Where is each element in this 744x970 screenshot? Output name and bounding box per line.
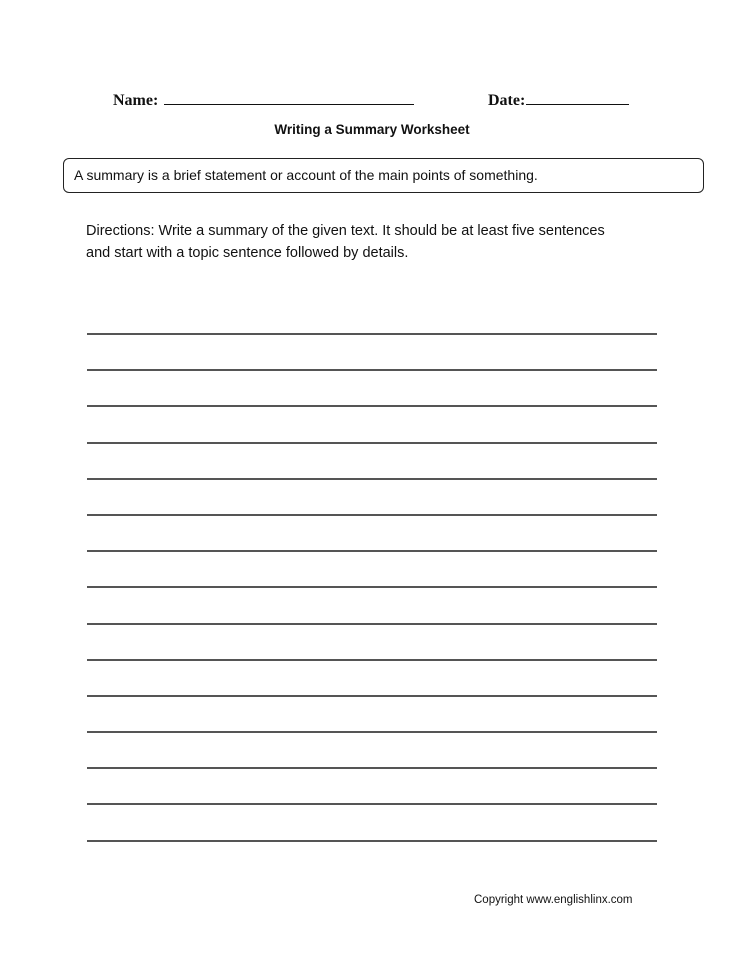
- writing-line[interactable]: [87, 623, 657, 625]
- date-label: Date:: [488, 92, 526, 109]
- writing-line[interactable]: [87, 803, 657, 805]
- writing-line[interactable]: [87, 695, 657, 697]
- name-label: Name:: [113, 92, 159, 109]
- writing-line[interactable]: [87, 731, 657, 733]
- worksheet-title: Writing a Summary Worksheet: [274, 122, 470, 137]
- writing-line[interactable]: [87, 514, 657, 516]
- writing-line[interactable]: [87, 405, 657, 407]
- definition-text: A summary is a brief statement or account of the main points of something.: [74, 167, 538, 183]
- directions-line-1: Directions: Write a summary of the given text. It should be at least five sentences: [86, 223, 605, 239]
- writing-lines: [87, 333, 657, 876]
- definition-box: [63, 158, 704, 193]
- directions: [86, 220, 666, 264]
- writing-line[interactable]: [87, 767, 657, 769]
- writing-line[interactable]: [87, 550, 657, 552]
- writing-line[interactable]: [87, 478, 657, 480]
- date-blank[interactable]: [526, 88, 629, 105]
- copyright-text: Copyright www.englishlinx.com: [474, 894, 633, 906]
- writing-line[interactable]: [87, 840, 657, 842]
- writing-line[interactable]: [87, 659, 657, 661]
- date-field-row: [488, 88, 629, 110]
- name-field-row: [113, 88, 414, 110]
- writing-line[interactable]: [87, 442, 657, 444]
- directions-line-2: and start with a topic sentence followed by details.: [86, 245, 409, 261]
- writing-line[interactable]: [87, 369, 657, 371]
- name-blank[interactable]: [164, 88, 414, 105]
- writing-line[interactable]: [87, 586, 657, 588]
- writing-line[interactable]: [87, 333, 657, 335]
